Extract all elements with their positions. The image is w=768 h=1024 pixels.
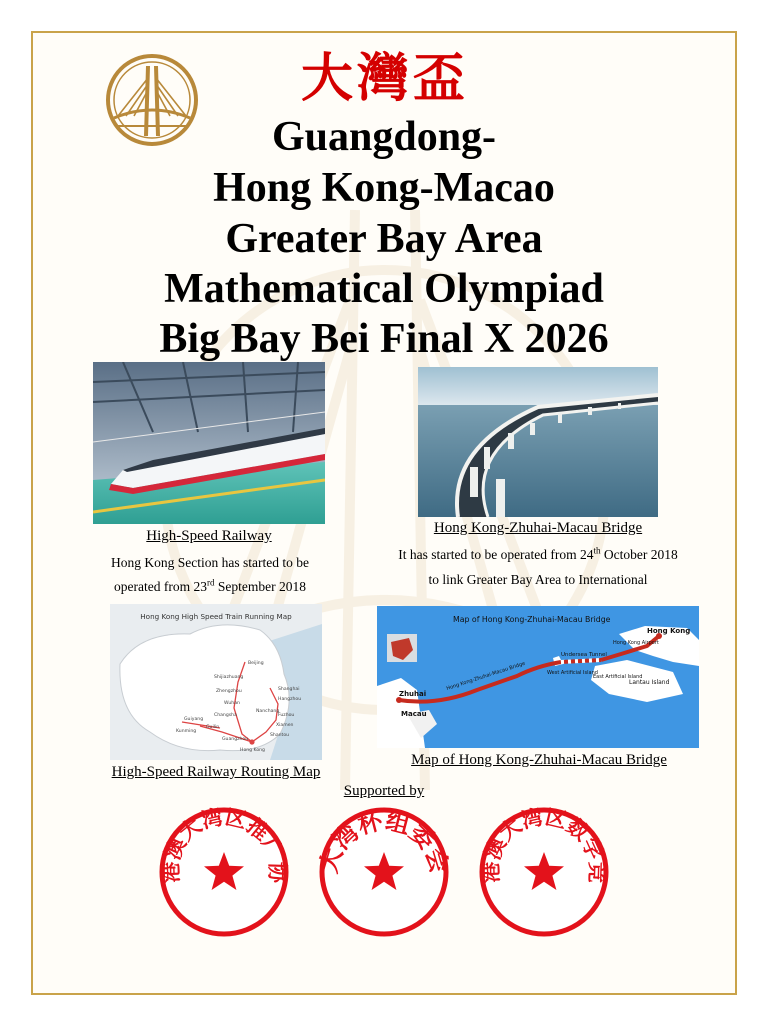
- label-macau: Macau: [401, 710, 427, 718]
- label-zhuhai: Zhuhai: [399, 690, 427, 698]
- supporter-seal-1: [158, 806, 290, 938]
- city-nanchang: Nanchang: [256, 709, 280, 714]
- title-line-4: Mathematical Olympiad: [164, 266, 604, 312]
- city-guilin: Guilin: [206, 725, 220, 730]
- railway-map-title: Hong Kong High Speed Train Running Map: [140, 612, 292, 621]
- seal-2-text: 湾杯组委: [327, 806, 441, 856]
- bridge-map-caption: Map of Hong Kong-Zhuhai-Macau Bridge: [411, 752, 667, 768]
- railway-map-caption: High-Speed Railway Routing Map: [111, 764, 321, 780]
- title-line-5: Big Bay Bei Final X 2026: [159, 316, 609, 362]
- title-line-2: Hong Kong-Macao: [213, 165, 555, 211]
- chinese-title: 大灣盃: [300, 48, 469, 109]
- high-speed-train-photo: [93, 362, 325, 524]
- city-zhengzhou: Zhengzhou: [216, 689, 242, 694]
- city-beijing: Beijing: [248, 661, 264, 666]
- label-hong-kong: Hong Kong: [647, 627, 691, 635]
- bridge-desc-line-2: to link Greater Bay Area to International: [428, 572, 648, 587]
- supported-by-label: Supported by: [343, 783, 425, 799]
- city-shantou: Shantou: [270, 733, 290, 738]
- title-line-1: Guangdong-: [271, 114, 497, 160]
- city-guangzhou: Guangzhou: [222, 737, 249, 742]
- label-tunnel: Undersea Tunnel: [561, 652, 607, 658]
- bridge-caption: Hong Kong-Zhuhai-Macau Bridge: [433, 520, 643, 536]
- city-shijiazhuang: Shijiazhuang: [214, 675, 244, 680]
- bridge-desc-line-1: It has started to be operated from 24th October 2018: [398, 545, 678, 562]
- city-guiyang: Guiyang: [184, 717, 204, 722]
- city-wuhan: Wuhan: [224, 701, 240, 706]
- label-lantau: Lantau Island: [629, 679, 670, 686]
- seal-1-text: 港澳大湾区推广协: [158, 806, 290, 884]
- label-west-island: West Artificial Island: [547, 670, 598, 676]
- supporter-seal-2: [318, 806, 450, 938]
- city-changsha: Changsha: [214, 713, 237, 718]
- bridge-route-map: [377, 606, 699, 748]
- railway-routing-map: [110, 604, 322, 760]
- label-bridge-route: Hong Kong-Zhuhai-Macau Bridge: [445, 660, 527, 692]
- city-kunming: Kunming: [176, 729, 197, 734]
- city-fuzhou: Fuzhou: [278, 713, 295, 718]
- seal-3-text: 港澳大湾区数学竞: [478, 806, 610, 884]
- city-shanghai: Shanghai: [278, 687, 300, 692]
- city-hong-kong: Hong Kong: [240, 748, 265, 753]
- bridge-map-title: Map of Hong Kong-Zhuhai-Macau Bridge: [453, 615, 611, 624]
- bridge-photo: [418, 367, 658, 517]
- label-east-island: East Artificial Island: [593, 674, 643, 680]
- city-xiamen: Xiamen: [276, 723, 294, 728]
- railway-caption: High-Speed Railway: [146, 528, 272, 544]
- supporter-seal-3: [478, 806, 610, 938]
- railway-desc-line-1: Hong Kong Section has started to be: [111, 555, 309, 570]
- label-hk-airport: Hong Kong Airport: [613, 640, 659, 646]
- railway-desc-line-2: operated from 23rd September 2018: [114, 577, 306, 594]
- city-hangzhou: Hangzhou: [278, 697, 302, 702]
- title-line-3: Greater Bay Area: [225, 216, 543, 262]
